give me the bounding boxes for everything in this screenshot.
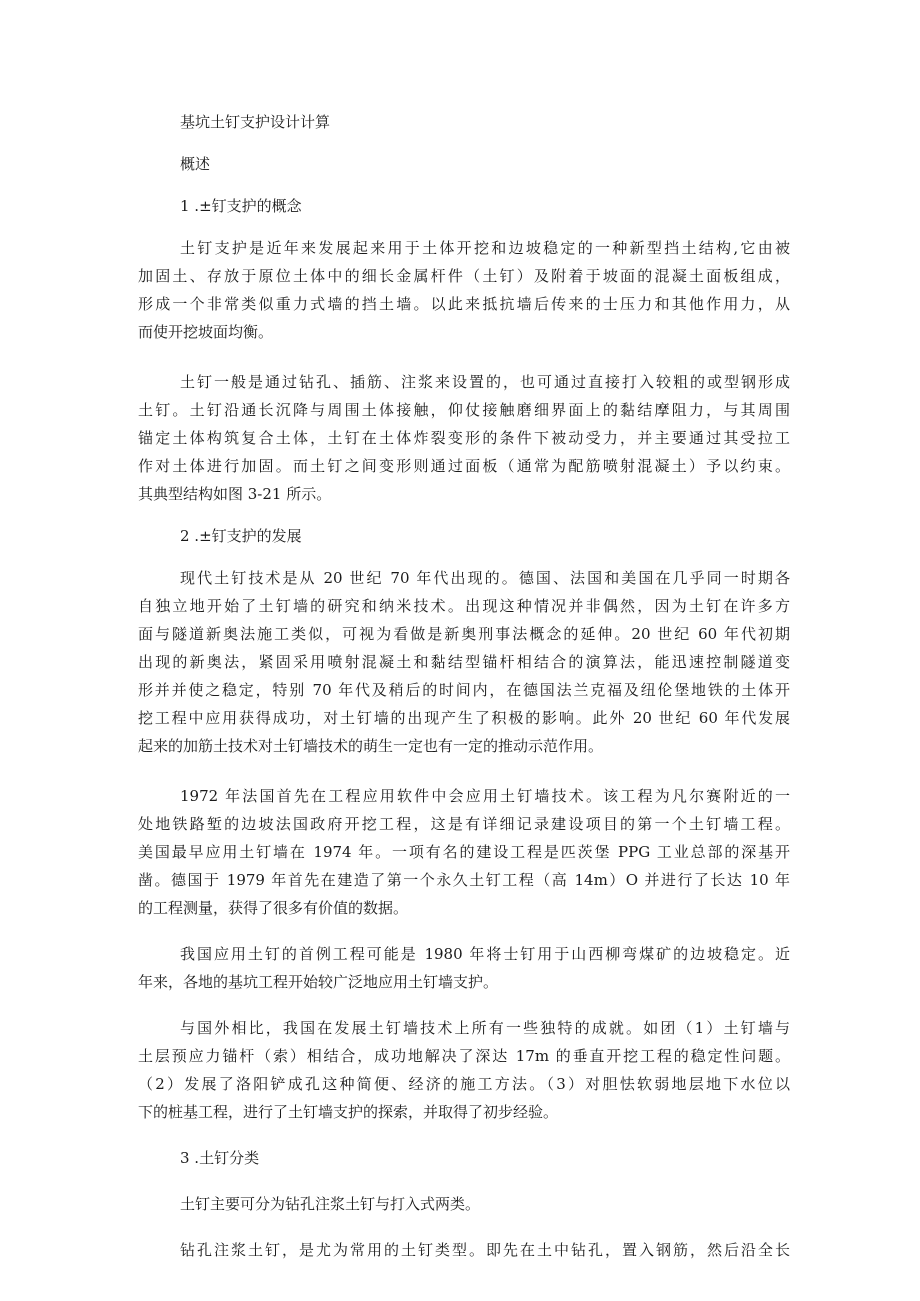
text-line: 自独立地开始了土钉墙的研究和纳米技术。出现这种情况并非偶然，因为土钉在许多方 bbox=[138, 597, 790, 615]
text-line: 挖工程中应用获得成功，对土钉墙的出现产生了积极的影响。此外 20 世纪 60 年代发展 bbox=[138, 709, 790, 727]
text-line: 土钉支护是近年来发展起来用于土体开挖和边坡稳定的一种新型挡土结构,它由被 bbox=[180, 239, 790, 257]
section1-paragraph-1 bbox=[138, 234, 790, 346]
text-line: 凿。德国于 1979 年首先在建造了第一个永久土钉工程（高 14m）O 并进行了长达 10 年 bbox=[138, 871, 790, 889]
text-line: 形并并使之稳定，特别 70 年代及稍后的时间内，在德国法兰克福及纽伦堡地铁的土体开 bbox=[138, 681, 790, 699]
section3-paragraph-1 bbox=[138, 1190, 790, 1218]
text-line: 年来，各地的基坑工程开始较广泛地应用土钉墙支护。 bbox=[138, 973, 499, 991]
text-line: （2）发展了洛阳铲成孔这种简便、经济的施工方法。（3）对胆怯软弱地层地下水位以 bbox=[138, 1075, 790, 1093]
text-line: 而使开挖坡面均衡。 bbox=[138, 323, 274, 341]
section2-heading: 2 .±钉支护的发展 bbox=[180, 527, 302, 545]
section2-paragraph-2 bbox=[138, 782, 790, 922]
text-line: 形成一个非常类似重力式墙的挡土墙。以此来抵抗墙后传来的士压力和其他作用力，从 bbox=[138, 295, 790, 313]
document-title: 基坑土钉支护设计计算 bbox=[180, 113, 331, 131]
text-line: 1972 年法国首先在工程应用软件中会应用土钉墙技术。该工程为凡尔赛附近的一 bbox=[180, 787, 790, 805]
text-line: 锚定土体构筑复合土体，土钉在土体炸裂变形的条件下被动受力，并主要通过其受拉工 bbox=[138, 429, 790, 447]
text-line: 与国外相比，我国在发展土钉墙技术上所有一些独特的成就。如团（1）土钉墙与 bbox=[180, 1019, 790, 1037]
text-line: 出现的新奥法，紧固采用喷射混凝土和黏结型锚杆相结合的演算法，能迅速控制隧道变 bbox=[138, 653, 790, 671]
text-line: 我国应用土钉的首例工程可能是 1980 年将士钉用于山西柳弯煤矿的边坡稳定。近 bbox=[180, 945, 790, 963]
section2-paragraph-4 bbox=[138, 1014, 790, 1126]
section2-paragraph-1 bbox=[138, 564, 790, 760]
section2-paragraph-3 bbox=[138, 940, 790, 996]
text-line: 下的桩基工程，进行了土钉墙支护的探索，并取得了初步经验。 bbox=[138, 1103, 559, 1121]
text-line: 美国最早应用土钉墙在 1974 年。一项有名的建设工程是匹茨堡 PPG 工业总部的深基开 bbox=[138, 843, 790, 861]
section1-heading: 1 .±钉支护的概念 bbox=[180, 197, 302, 215]
text-line: 土钉主要可分为钻孔注浆土钉与打入式两类。 bbox=[180, 1195, 481, 1213]
text-line: 现代土钉技术是从 20 世纪 70 年代出现的。德国、法国和美国在几乎同一时期各 bbox=[180, 569, 790, 587]
text-line: 面与隧道新奥法施工类似，可视为看做是新奥刑事法概念的延伸。20 世纪 60 年代初期 bbox=[138, 625, 790, 643]
overview-heading: 概述 bbox=[180, 155, 211, 173]
section1-paragraph-2 bbox=[138, 368, 790, 508]
text-line: 钻孔注浆土钉，是尤为常用的土钉类型。即先在土中钻孔，置入钢筋，然后沿全长 bbox=[180, 1241, 790, 1259]
text-line: 处地铁路堑的边坡法国政府开挖工程，这是有详细记录建设项目的第一个土钉墙工程。 bbox=[138, 815, 790, 833]
text-line: 土层预应力锚杆（索）相结合，成功地解决了深达 17m 的垂直开挖工程的稳定性问题。 bbox=[138, 1047, 790, 1065]
text-line: 的工程测量，获得了很多有价值的数据。 bbox=[138, 899, 409, 917]
section3-paragraph-2 bbox=[138, 1236, 790, 1264]
text-line: 作对土体进行加固。而土钉之间变形则通过面板（通常为配筋喷射混凝土）予以约束。 bbox=[138, 457, 790, 475]
text-line: 起来的加筋土技术对土钉墙技术的萌生一定也有一定的推动示范作用。 bbox=[138, 737, 604, 755]
text-line: 其典型结构如图 3-21 所示。 bbox=[138, 485, 332, 503]
text-line: 土钉一般是通过钻孔、插筋、注浆来设置的，也可通过直接打入较粗的或型钢形成 bbox=[180, 373, 790, 391]
text-line: 加固土、存放于原位土体中的细长金属杆件（土钉）及附着于坡面的混凝土面板组成， bbox=[138, 267, 790, 285]
section3-heading: 3 .土钉分类 bbox=[180, 1149, 260, 1167]
document-page bbox=[138, 108, 790, 1264]
text-line: 土钉。土钉沿通长沉降与周围土体接触，仰仗接触磨细界面上的黏结摩阻力，与其周围 bbox=[138, 401, 790, 419]
